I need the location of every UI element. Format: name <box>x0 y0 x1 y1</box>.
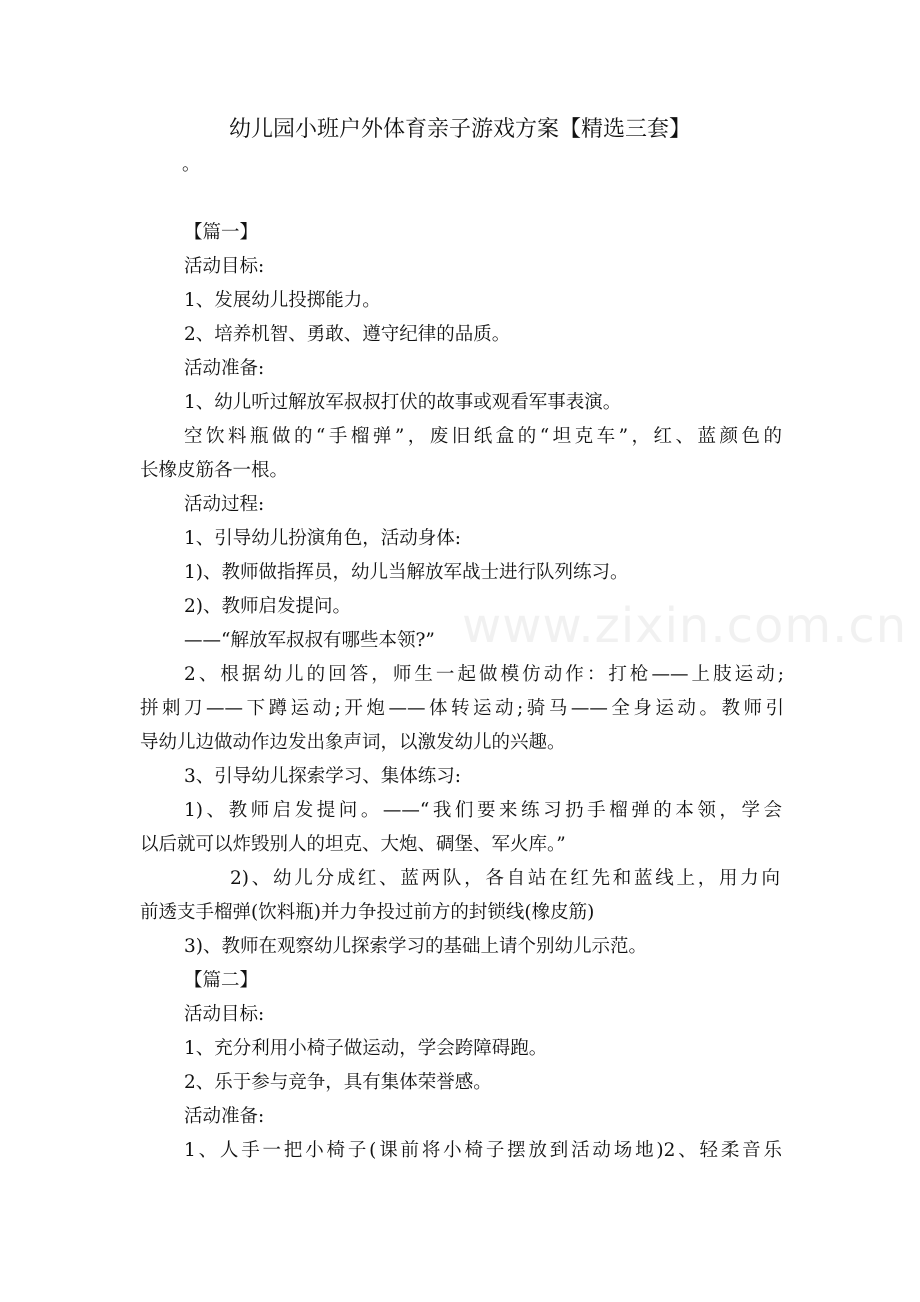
paragraph-line: 长橡皮筋各一根。 <box>140 460 289 481</box>
paragraph-line: 2、根据幼儿的回答，师生一起做模仿动作：打枪——上肢运动; <box>184 664 784 685</box>
paragraph-line: 活动准备: <box>184 358 265 379</box>
paragraph-line: 活动目标: <box>184 1004 265 1025</box>
paragraph-line: 1、发展幼儿投掷能力。 <box>184 290 381 311</box>
document-title: 幼儿园小班户外体育亲子游戏方案【精选三套】 <box>228 117 691 142</box>
paragraph-line: 前透支手榴弹(饮料瓶)并力争投过前方的封锁线(橡皮筋) <box>140 902 595 923</box>
paragraph-line: 拼刺刀——下蹲运动;开炮——体转运动;骑马——全身运动。教师引 <box>140 698 784 719</box>
paragraph-line: 以后就可以炸毁别人的坦克、大炮、碉堡、军火库。” <box>140 834 566 855</box>
paragraph-line: 1、幼儿听过解放军叔叔打伏的故事或观看军事表演。 <box>184 392 622 413</box>
paragraph-line: ——“解放军叔叔有哪些本领?” <box>184 630 435 651</box>
paragraph-line: 空饮料瓶做的“手榴弹”，废旧纸盒的“坦克车”，红、蓝颜色的 <box>184 426 782 447</box>
watermark: www.zixin.com.cn <box>462 598 908 654</box>
section-heading-2: 【篇二】 <box>184 970 259 991</box>
paragraph-line: 1、人手一把小椅子(课前将小椅子摆放到活动场地)2、轻柔音乐 <box>184 1140 782 1161</box>
paragraph-line: 3、引导幼儿探索学习、集体练习: <box>184 766 462 787</box>
stray-period: 。 <box>182 154 200 175</box>
paragraph-line: 活动目标: <box>184 256 265 277</box>
paragraph-line: 2)、幼儿分成红、蓝两队，各自站在红先和蓝线上，用力向 <box>230 868 780 889</box>
paragraph-line: 1)、教师启发提问。——“我们要来练习扔手榴弹的本领，学会 <box>184 800 782 821</box>
paragraph-line: 2)、教师启发提问。 <box>184 596 351 617</box>
paragraph-line: 活动过程: <box>184 494 265 515</box>
paragraph-line: 导幼儿边做动作边发出象声词，以激发幼儿的兴趣。 <box>140 732 566 753</box>
paragraph-line: 2、乐于参与竞争，具有集体荣誉感。 <box>184 1072 492 1093</box>
section-heading-1: 【篇一】 <box>184 222 259 243</box>
paragraph-line: 活动准备: <box>184 1106 265 1127</box>
paragraph-line: 2、培养机智、勇敢、遵守纪律的品质。 <box>184 324 511 345</box>
paragraph-line: 3)、教师在观察幼儿探索学习的基础上请个别幼儿示范。 <box>184 936 647 957</box>
paragraph-line: 1、充分利用小椅子做运动，学会跨障碍跑。 <box>184 1038 548 1059</box>
paragraph-line: 1、引导幼儿扮演角色，活动身体: <box>184 528 462 549</box>
paragraph-line: 1)、教师做指挥员，幼儿当解放军战士进行队列练习。 <box>184 562 629 583</box>
